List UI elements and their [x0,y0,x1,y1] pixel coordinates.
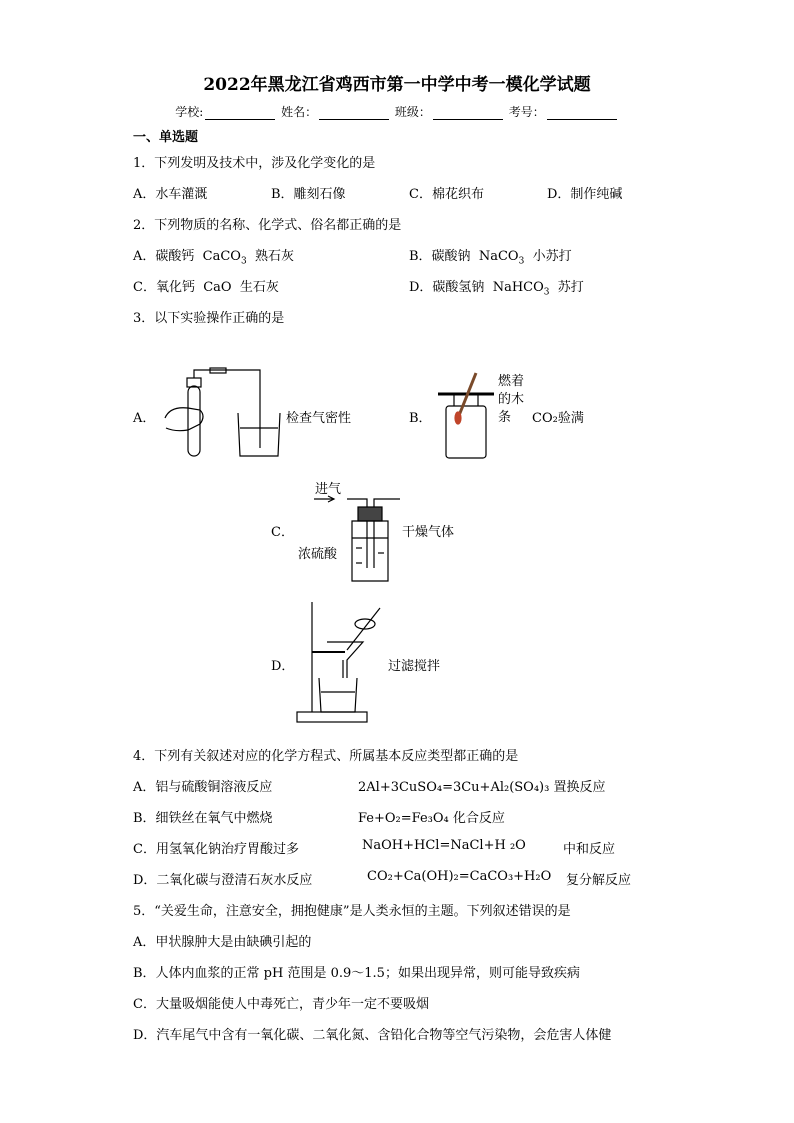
q5-option-d[interactable]: D．汽车尾气中含有一氧化碳、二氧化氮、含铅化合物等空气污染物，会危害人体健 [133,1028,612,1043]
q4-stem: 4．下列有关叙述对应的化学方程式、所属基本反应类型都正确的是 [133,749,519,764]
q2-option-b[interactable]: B．碳酸钠 NaCO$_3$ 小苏打 [409,249,572,267]
section-heading: 一、单选题 [133,130,199,145]
school-blank[interactable] [205,107,275,120]
q5-stem: 5．“关爱生命，注意安全，拥抱健康”是人类永恒的主题。下列叙述错误的是 [133,904,571,919]
q2-option-a[interactable]: A．碳酸钙 CaCO$_3$ 熟石灰 [133,249,294,267]
q3-b-note-3: 条 [498,410,512,425]
q3-option-b-text: CO₂验满 [532,411,584,426]
q3-option-b-label[interactable]: B． [409,411,432,426]
q3-option-a-label[interactable]: A． [133,411,156,426]
q3-option-d-text: 过滤搅拌 [388,659,441,674]
q4-option-a[interactable]: A．铝与硫酸铜溶液反应 [133,780,273,795]
number-blank[interactable] [547,107,617,120]
name-label: 姓名： [281,105,318,119]
q3-option-a-text: 检查气密性 [286,411,352,426]
q1-option-b[interactable]: B．雕刻石像 [271,187,346,202]
q4-option-c[interactable]: C．用氢氧化钠治疗胃酸过多 [133,842,299,857]
class-blank[interactable] [433,107,503,120]
name-blank[interactable] [319,107,389,120]
q4-d-reaction-type: 复分解反应 [566,873,632,888]
q4-b-equation: Fe+O₂=Fe₃O₄ 化合反应 [358,811,505,826]
q5-option-b[interactable]: B．人体内血浆的正常 pH 范围是 0.9～1.5；如果出现异常，则可能导致疾病 [133,966,580,981]
number-label: 考号： [508,105,545,119]
q3-b-note-1: 燃着 [498,374,525,389]
school-label: 学校: [175,105,204,119]
q4-option-d[interactable]: D．二氧化碳与澄清石灰水反应 [133,873,313,888]
filtration-apparatus-icon [295,600,390,725]
q4-option-b[interactable]: B．细铁丝在氧气中燃烧 [133,811,273,826]
q2-stem: 2．下列物质的名称、化学式、俗名都正确的是 [133,218,402,233]
q2-option-d[interactable]: D．碳酸氢钠 NaHCO$_3$ 苏打 [409,280,584,298]
q4-c-reaction-type: 中和反应 [563,842,616,857]
q3-option-c-label[interactable]: C． [271,525,294,540]
q2-option-c[interactable]: C．氧化钙 CaO 生石灰 [133,280,279,295]
gas-washing-bottle-icon [312,493,407,585]
q3-option-d-label[interactable]: D． [271,659,295,674]
q3-option-c-text: 干燥气体 [402,525,455,540]
airtightness-apparatus-icon [160,368,290,463]
q1-option-a[interactable]: A．水车灌溉 [133,187,208,202]
q1-stem: 1．下列发明及技术中，涉及化学变化的是 [133,156,376,171]
class-label: 班级： [394,105,431,119]
gas-bottle-icon [436,368,496,463]
q3-c-inlet-label: 进气 [315,482,342,497]
q1-option-c[interactable]: C．棉花织布 [409,187,484,202]
q3-b-note-2: 的木 [498,392,525,407]
student-info-line [0,103,794,120]
q4-a-equation: 2Al+3CuSO₄=3Cu+Al₂(SO₄)₃ 置换反应 [358,780,606,795]
page-title: 2022年黑龙江省鸡西市第一中学中考一模化学试题 [203,75,591,95]
q4-c-equation: NaOH+HCl=NaCl+H ₂O [362,838,526,853]
q3-c-acid-label: 浓硫酸 [298,547,338,562]
q4-d-equation: CO₂+Ca(OH)₂=CaCO₃+H₂O [367,869,552,884]
q5-option-a[interactable]: A．甲状腺肿大是由缺碘引起的 [133,935,312,950]
q3-stem: 3．以下实验操作正确的是 [133,311,285,326]
q1-option-d[interactable]: D．制作纯碱 [547,187,623,202]
q5-option-c[interactable]: C．大量吸烟能使人中毒死亡，青少年一定不要吸烟 [133,997,429,1012]
